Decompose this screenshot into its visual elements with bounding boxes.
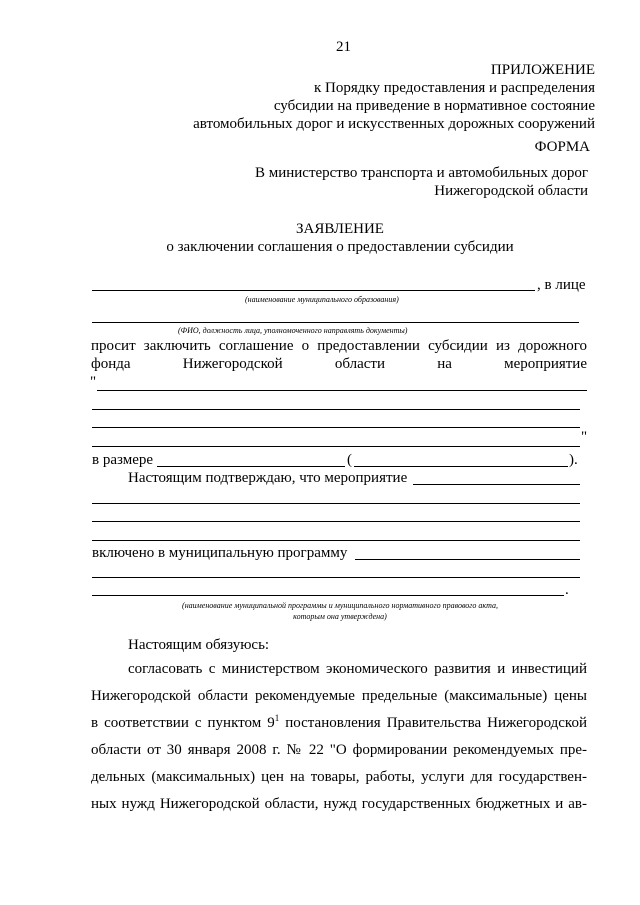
footnote-superscript: 1 [274,713,280,723]
document-title: ЗАЯВЛЕНИЕ [296,221,384,237]
obligation-line-3 [91,714,587,732]
obligation-line-5: дельных (максимальных) цен на товары, работы, услуги для государствен- [91,769,587,785]
appendix-line-2: субсидии на приведение в нормативное состояние [273,98,595,114]
request-word-4: на [437,356,452,372]
program-period: . [565,582,569,598]
page-number: 21 [336,39,351,55]
request-line-2 [91,355,587,373]
addressee-line-1: В министерство транспорта и автомобильных дорог [254,165,588,181]
document-subtitle: о заключении соглашения о предоставлении субсидии [166,239,514,255]
appendix-title: ПРИЛОЖЕНИЕ [490,62,595,78]
program-field-line-1[interactable] [355,559,580,560]
request-line-1: просит заключить соглашение о предоставлении субсидии из дорожного [91,338,587,354]
request-word-2: Нижегородской [182,356,283,372]
event-field-line-2[interactable] [92,409,580,410]
program-field-line-3[interactable] [92,595,564,596]
amount-field-line[interactable] [157,466,345,467]
addressee-line-2: Нижегородской области [434,183,588,199]
paren-close: ). [569,452,578,468]
event-field-line-4[interactable] [92,446,580,447]
person-caption: (ФИО, должность лица, уполномоченного направлять документы) [178,326,408,335]
confirm-field-line-3[interactable] [92,521,580,522]
obligation-line-6: ных нужд Нижегородской области, нужд государственных бюджетных и ав- [91,796,587,812]
amount-words-field-line[interactable] [354,466,568,467]
quote-open: " [90,374,97,390]
program-caption-line-2: которым она утверждена) [293,612,387,621]
program-caption-line-1: (наименование муниципальной программы и муниципального нормативного правового акта, [182,601,498,610]
appendix-line-3: автомобильных дорог и искусственных дорожных сооружений [193,116,595,132]
confirm-field-line-1[interactable] [413,484,580,485]
municipality-caption: (наименование муниципального образования) [245,295,399,304]
obligation-line-3-head: в соответствии с пунктом 9 [91,715,275,731]
appendix-line-1: к Порядку предоставления и распределения [314,80,595,96]
confirm-field-line-2[interactable] [92,503,580,504]
obligation-line-3-tail: постановления Правительства Нижегородской [279,715,587,731]
form-label: ФОРМА [534,139,590,155]
person-field-line[interactable] [92,322,579,323]
program-field-line-2[interactable] [92,577,580,578]
amount-label: в размере [92,452,154,468]
in-person-label: , в лице [537,277,586,293]
obligation-line-2: Нижегородской области рекомендуемые предельные (максимальные) цены [91,688,587,704]
included-label: включено в муниципальную программу [92,545,348,561]
obligation-line-4: области от 30 января 2008 г. № 22 "О формировании рекомендуемых пре- [91,742,587,758]
confirm-label: Настоящим подтверждаю, что мероприятие [128,470,408,486]
paren-open: ( [347,452,352,468]
obligations-intro: Настоящим обязуюсь: [128,637,270,653]
request-word-3: области [334,356,386,372]
quote-close: " [581,429,588,445]
event-field-line-3[interactable] [92,427,580,428]
request-word-1: фонда [91,356,131,372]
event-field-line-1[interactable] [97,390,587,391]
request-word-5: мероприятие [504,356,587,372]
confirm-field-line-4[interactable] [92,540,580,541]
municipality-field-line[interactable] [92,290,535,291]
obligation-line-1: согласовать с министерством экономического развития и инвестиций [128,661,587,677]
